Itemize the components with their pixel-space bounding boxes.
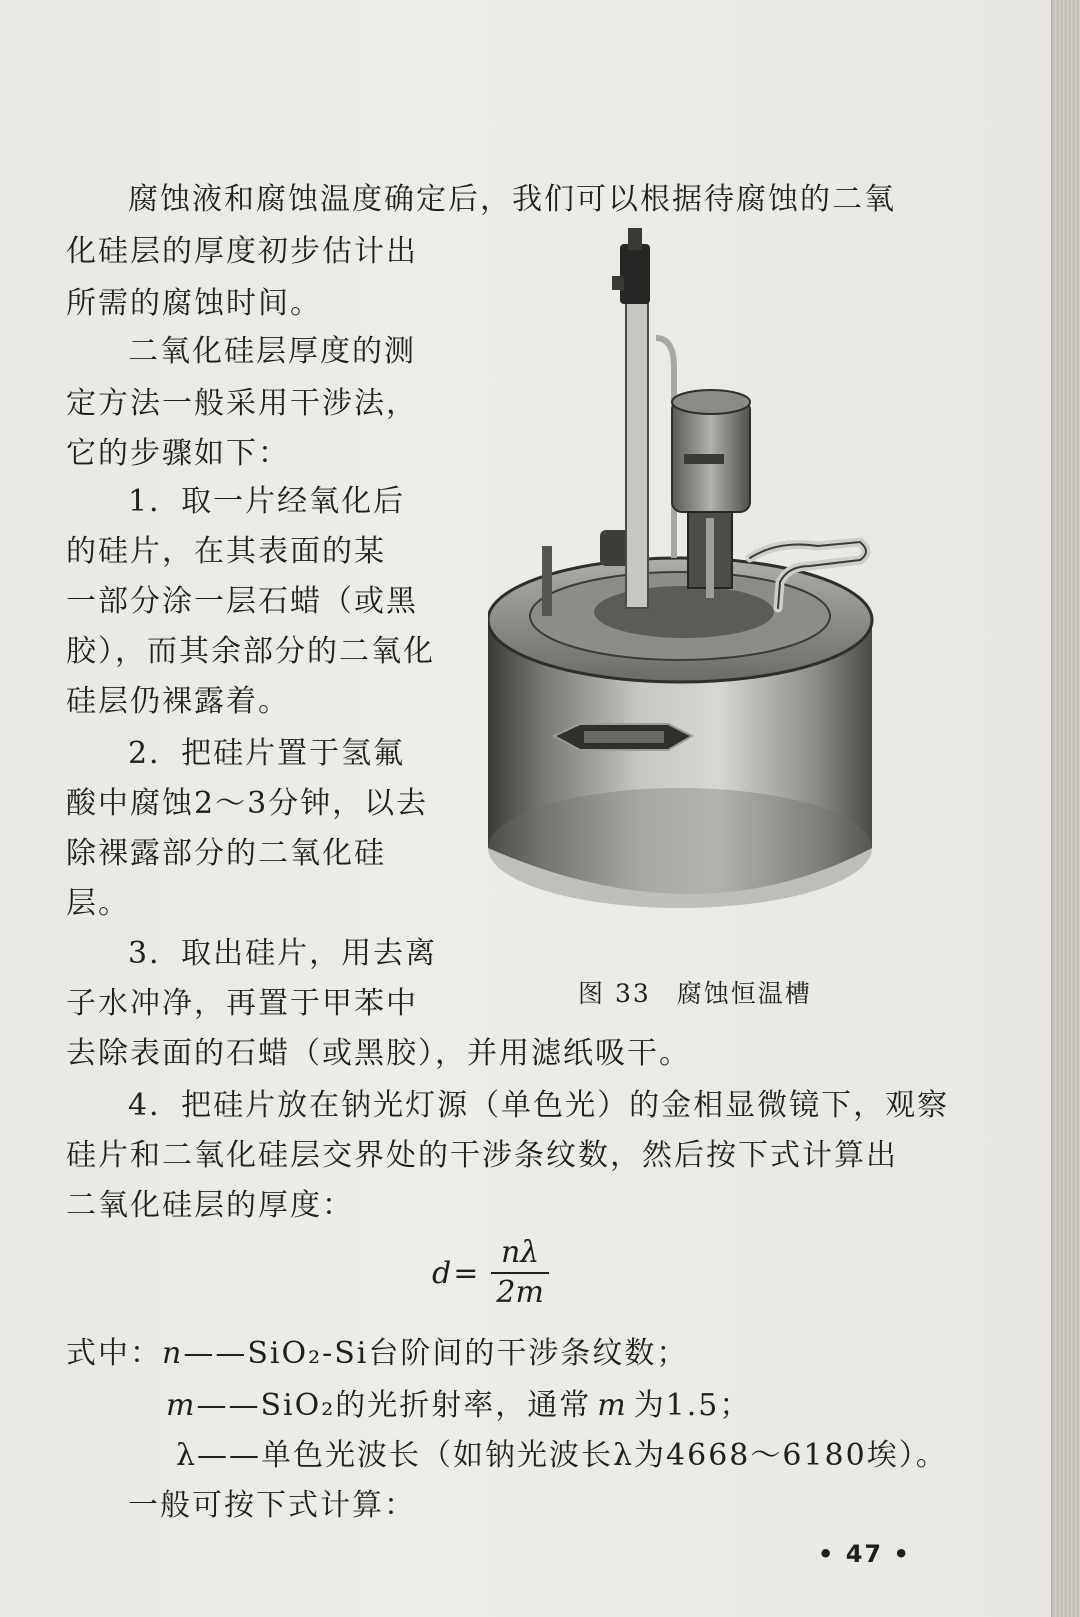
legend-line1 [66, 1328, 688, 1372]
p1-line2: 化硅层的厚度初步估计出 [66, 234, 418, 269]
step3-line3: 去除表面的石蜡（或黑胶），并用滤纸吸干。 [66, 1036, 691, 1071]
step4-line2: 硅片和二氧化硅层交界处的干涉条纹数，然后按下式计算出 [66, 1138, 898, 1173]
etching-bath-photo [488, 228, 908, 940]
step2-line1: 2．把硅片置于氢氟 [128, 736, 406, 771]
figure-title: 腐蚀恒温槽 [676, 979, 812, 1008]
step4-line1: 4．把硅片放在钠光灯源（单色光）的金相显微镜下，观察 [128, 1088, 950, 1123]
legend-line2 [166, 1380, 751, 1424]
p1-line3: 所需的腐蚀时间。 [66, 286, 322, 321]
legend-var-n: n [162, 1336, 184, 1371]
legend-line3-text: ——单色光波长（如钠光波长λ为4668～6180埃）。 [197, 1438, 948, 1473]
formula-equals: = [453, 1255, 479, 1291]
step2-line4: 层。 [66, 886, 130, 921]
formula-fraction [486, 1236, 554, 1310]
formula-numerator: nλ [491, 1236, 549, 1274]
legend-var-m: m [166, 1388, 197, 1423]
step2-line2: 酸中腐蚀2～3分钟，以去 [66, 786, 429, 821]
figure-number: 图 33 [578, 979, 651, 1008]
legend-line1-text: ——SiO₂-Si台阶间的干涉条纹数； [183, 1336, 689, 1371]
p2-line1: 二氧化硅层厚度的测 [128, 334, 416, 369]
step1-line5: 硅层仍裸露着。 [66, 684, 290, 719]
step1-line2: 的硅片，在其表面的某 [66, 534, 386, 569]
step4-line3: 二氧化硅层的厚度： [66, 1188, 354, 1223]
formula-denominator: 2m [496, 1275, 544, 1310]
step1-line3: 一部分涂一层石蜡（或黑 [66, 584, 418, 619]
p1-line1: 腐蚀液和腐蚀温度确定后，我们可以根据待腐蚀的二氧 [128, 182, 896, 217]
legend-line2-text-b: 为1.5； [633, 1388, 752, 1423]
p2-line2: 定方法一般采用干涉法， [66, 386, 418, 421]
legend-prefix: 式中： [66, 1336, 162, 1371]
step3-line1: 3．取出硅片，用去离 [128, 936, 438, 971]
step3-line2: 子水冲净，再置于甲苯中 [66, 986, 418, 1021]
formula-lhs: d [432, 1255, 452, 1291]
legend-line2-text-a: ——SiO₂的光折射率，通常 [196, 1388, 592, 1423]
closing-line: 一般可按下式计算： [128, 1488, 416, 1523]
figure-caption [578, 974, 812, 1010]
legend-line3 [176, 1430, 948, 1474]
step1-line1: 1．取一片经氧化后 [128, 484, 406, 519]
legend-var-m2: m [597, 1388, 628, 1423]
thickness-formula [432, 1236, 554, 1310]
legend-var-lambda: λ [176, 1438, 198, 1473]
book-page-edge [1051, 0, 1080, 1617]
page-number: • 47 • [818, 1540, 911, 1568]
p2-line3: 它的步骤如下： [66, 436, 290, 471]
step1-line4: 胶），而其余部分的二氧化 [66, 634, 435, 669]
step2-line3: 除裸露部分的二氧化硅 [66, 836, 386, 871]
